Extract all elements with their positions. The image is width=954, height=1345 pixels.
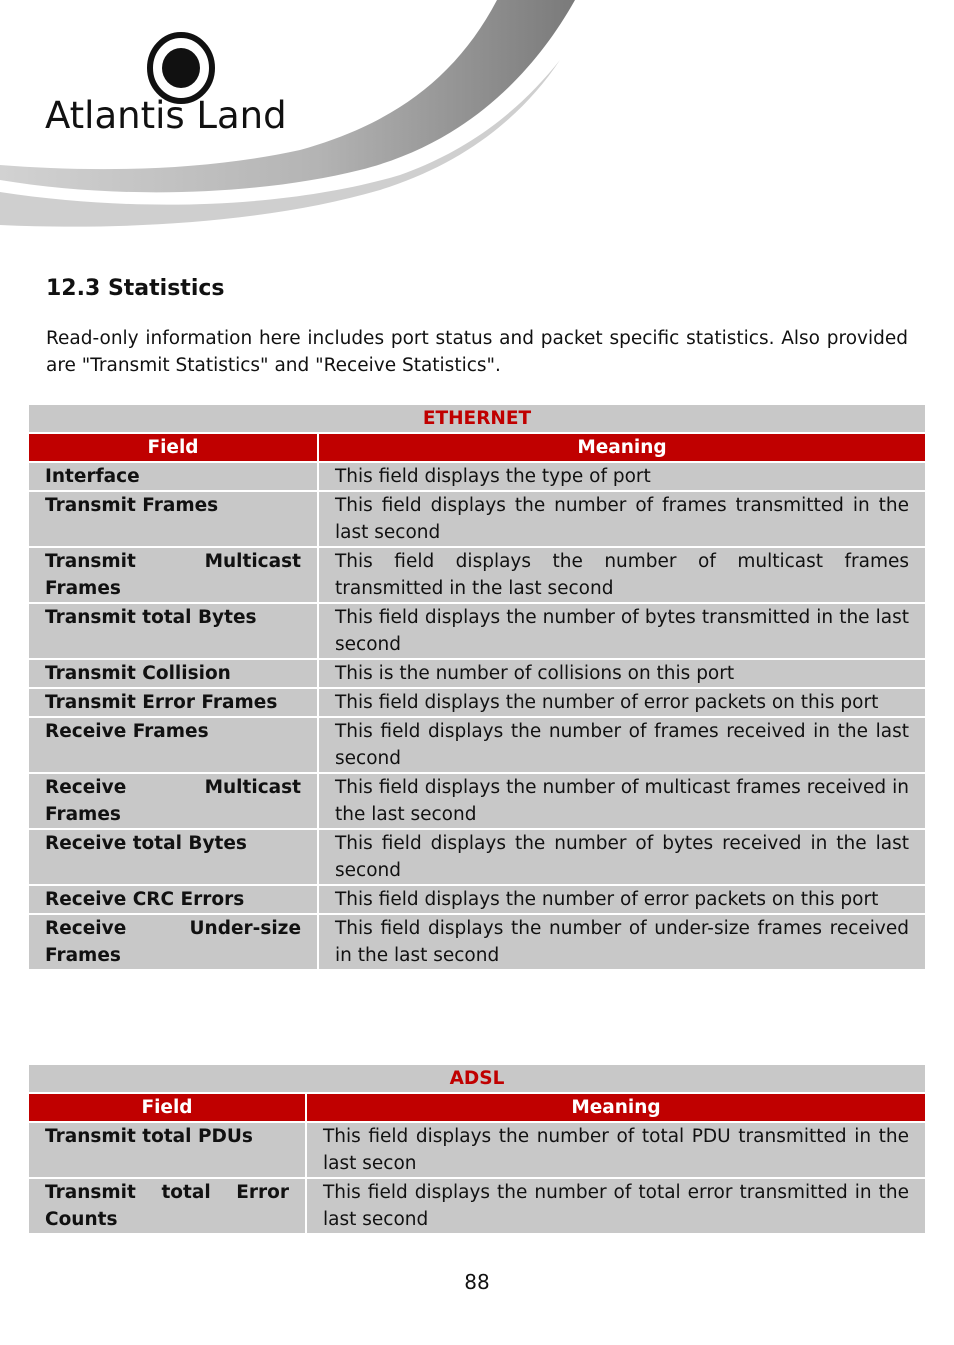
- page-number: 88: [464, 1270, 490, 1294]
- table-row: [29, 1123, 925, 1179]
- field-name-cell: Receive Under-size Frames: [29, 915, 317, 971]
- table-title: ADSL: [29, 1065, 925, 1094]
- field-name-cell: Receive Frames: [29, 718, 317, 774]
- column-header-field: Field: [29, 434, 317, 463]
- field-meaning-cell: This field displays the number of multicast frames transmitted in the last second: [317, 548, 925, 604]
- column-header-field: Field: [29, 1094, 305, 1123]
- table-row: [29, 463, 925, 492]
- field-meaning-cell: This field displays the number of total error transmitted in the last second: [305, 1179, 925, 1235]
- table-row: [29, 774, 925, 830]
- field-name-cell: Transmit total Error Counts: [29, 1179, 305, 1235]
- field-meaning-cell: This field displays the type of port: [317, 463, 925, 492]
- section-title: 12.3 Statistics: [46, 276, 225, 301]
- table-row: [29, 886, 925, 915]
- intro-paragraph: Read-only information here includes port status and packet specific statistics. Also provided are "Transmit Statistics" and "Receive Statistics".: [46, 328, 908, 376]
- field-meaning-cell: This field displays the number of under-size frames received in the last second: [317, 915, 925, 971]
- field-meaning-cell: This field displays the number of error packets on this port: [317, 886, 925, 915]
- table-row: [29, 718, 925, 774]
- field-meaning-cell: This field displays the number of bytes transmitted in the last second: [317, 604, 925, 660]
- column-header-meaning: Meaning: [317, 434, 925, 463]
- field-name-cell: Transmit Multicast Frames: [29, 548, 317, 604]
- table-row: [29, 604, 925, 660]
- field-name-cell: Transmit total PDUs: [29, 1123, 305, 1179]
- table-row: [29, 915, 925, 971]
- field-meaning-cell: This field displays the number of bytes received in the last second: [317, 830, 925, 886]
- field-name-cell: Interface: [29, 463, 317, 492]
- adsl-table-body: [29, 1123, 925, 1235]
- field-meaning-cell: This is the number of collisions on this port: [317, 660, 925, 689]
- field-name-cell: Receive total Bytes: [29, 830, 317, 886]
- field-meaning-cell: This field displays the number of frames transmitted in the last second: [317, 492, 925, 548]
- table-title: ETHERNET: [29, 405, 925, 434]
- field-meaning-cell: This field displays the number of frames received in the last second: [317, 718, 925, 774]
- field-name-cell: Receive CRC Errors: [29, 886, 317, 915]
- field-meaning-cell: This field displays the number of total PDU transmitted in the last secon: [305, 1123, 925, 1179]
- adsl-table: [29, 1065, 925, 1235]
- field-name-cell: Transmit total Bytes: [29, 604, 317, 660]
- column-header-meaning: Meaning: [305, 1094, 925, 1123]
- table-row: [29, 689, 925, 718]
- table-row: [29, 1179, 925, 1235]
- table-row: [29, 548, 925, 604]
- field-name-cell: Transmit Frames: [29, 492, 317, 548]
- table-row: [29, 492, 925, 548]
- field-meaning-cell: This field displays the number of error packets on this port: [317, 689, 925, 718]
- brand-logo-text: Atlantis Land: [45, 94, 287, 137]
- field-name-cell: Receive Multicast Frames: [29, 774, 317, 830]
- table-row: [29, 830, 925, 886]
- field-meaning-cell: This field displays the number of multicast frames received in the last second: [317, 774, 925, 830]
- ethernet-table: [29, 405, 925, 971]
- ethernet-table-body: [29, 463, 925, 971]
- field-name-cell: Transmit Collision: [29, 660, 317, 689]
- field-name-cell: Transmit Error Frames: [29, 689, 317, 718]
- table-row: [29, 660, 925, 689]
